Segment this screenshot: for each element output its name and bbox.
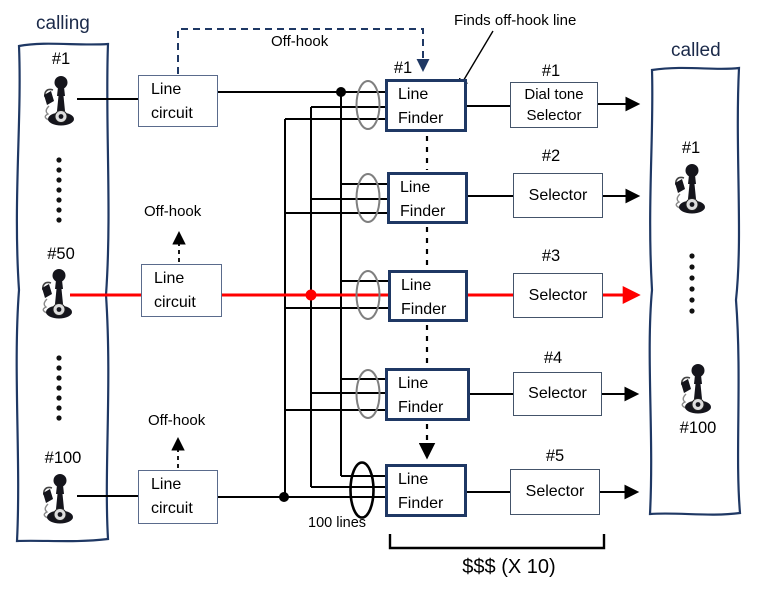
off-hook-label-top: Off-hook xyxy=(271,33,329,50)
selector-4-tag: #4 xyxy=(543,349,563,367)
calling-panel-title: calling xyxy=(36,13,90,34)
cost-bracket xyxy=(390,534,604,548)
dial-tone-selector-box: Dial tone Selector xyxy=(510,82,598,128)
finds-off-hook-label: Finds off-hook line xyxy=(454,12,577,29)
selector-output-arrows xyxy=(598,104,638,492)
calling-sub-1-label: #1 xyxy=(51,50,71,68)
calling-phone-1-icon xyxy=(44,76,74,126)
called-phone-100-icon xyxy=(681,364,711,414)
selector-5-tag: #5 xyxy=(545,447,565,465)
calling-sub-50-label: #50 xyxy=(47,245,75,263)
selector-1-tag: #1 xyxy=(541,62,561,80)
selector-4-box: Selector xyxy=(513,372,602,416)
selector-2-tag: #2 xyxy=(541,147,561,165)
line-finder-3-box: Line Finder xyxy=(388,270,468,322)
line-bundle-ellipses xyxy=(351,81,380,518)
finder-selector-links xyxy=(467,106,513,492)
off-hook-label-bottom: Off-hook xyxy=(148,412,206,429)
line-circuit-1-box: Line circuit xyxy=(138,75,218,127)
hundred-lines-ellipse xyxy=(351,463,374,518)
calling-phone-100-icon xyxy=(43,474,73,524)
called-sub-1-label: #1 xyxy=(681,139,701,157)
junction-dot-line50-red xyxy=(306,290,317,301)
line-circuit-3-box: Line circuit xyxy=(138,470,218,524)
calling-phone-50-icon xyxy=(42,269,72,319)
called-sub-100-label: #100 xyxy=(679,419,717,437)
line-finder-input-stubs xyxy=(285,107,388,487)
line-finder-1-box: Line Finder xyxy=(385,79,467,132)
line-circuit-2-box: Line circuit xyxy=(141,264,222,317)
called-phone-1-icon xyxy=(675,164,705,214)
called-panel-title: called xyxy=(671,40,721,61)
junction-dot-line1 xyxy=(336,87,346,97)
line-finder-2-box: Line Finder xyxy=(387,172,468,224)
off-hook-label-middle: Off-hook xyxy=(144,203,202,220)
called-panel-outline xyxy=(650,68,740,515)
junction-dot-line100 xyxy=(279,492,289,502)
selector-5-box: Selector xyxy=(510,469,600,515)
selector-3-box: Selector xyxy=(513,273,603,318)
selector-3-tag: #3 xyxy=(541,247,561,265)
line-finder-5-box: Line Finder xyxy=(385,464,467,517)
line-finder-1-tag: #1 xyxy=(393,59,413,77)
line-finder-4-box: Line Finder xyxy=(385,368,470,421)
calling-sub-100-label: #100 xyxy=(44,449,82,467)
selector-2-box: Selector xyxy=(513,173,603,218)
hundred-lines-label: 100 lines xyxy=(308,515,367,531)
cost-label: $$$ (X 10) xyxy=(462,556,556,578)
